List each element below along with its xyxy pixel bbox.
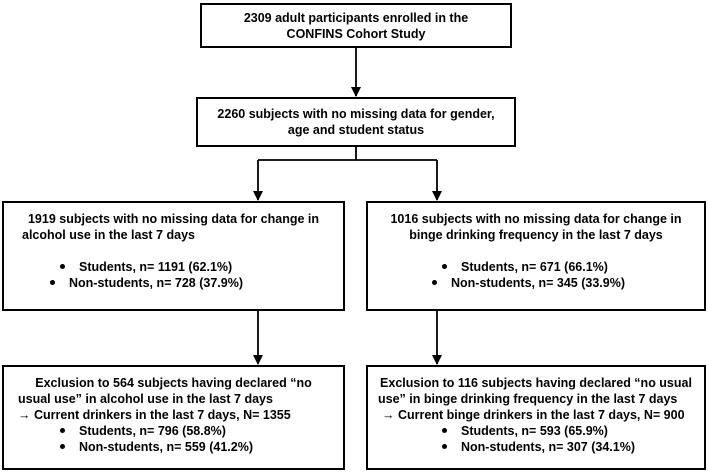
bullet-dot bbox=[50, 280, 55, 285]
binge-nonstudents-text: Non-students, n= 345 (33.9%) bbox=[451, 276, 625, 290]
binge-bullet-students bbox=[368, 259, 704, 275]
binge-students-text: Students, n= 671 (66.1%) bbox=[461, 260, 608, 274]
alcohol-box bbox=[2, 201, 345, 311]
alcohol-excl-bullet-nonstudents bbox=[4, 439, 343, 455]
binge-excl-bullet-nonstudents bbox=[368, 439, 704, 455]
binge-box bbox=[366, 201, 706, 311]
bullet-dot bbox=[60, 428, 65, 433]
binge-excl-line1: Exclusion to 116 subjects having declared “no usual bbox=[380, 376, 692, 390]
binge-excl-line3: → Current binge drinkers in the last 7 days, N= 900 bbox=[382, 408, 685, 422]
alcohol-excl-line1: Exclusion to 564 subjects having declared “no bbox=[35, 376, 312, 390]
alcohol-bullet-nonstudents bbox=[4, 275, 343, 291]
alcohol-nonstudents-text: Non-students, n= 728 (37.9%) bbox=[69, 276, 243, 290]
bullet-dot bbox=[442, 444, 447, 449]
alcohol-students-text: Students, n= 1191 (62.1%) bbox=[79, 260, 233, 274]
binge-line1: 1016 subjects with no missing data for change in bbox=[390, 212, 682, 226]
alcohol-excl-line2: usual use” in alcohol use in the last 7 days bbox=[18, 392, 273, 406]
alcohol-exclusion-box bbox=[2, 365, 345, 470]
binge-excl-line2: use” in binge drinking frequency in the last 7 days bbox=[378, 392, 678, 406]
bullet-dot bbox=[442, 264, 447, 269]
alcohol-excl-bullet-students bbox=[4, 423, 343, 439]
no-missing-box bbox=[196, 97, 516, 147]
enrolled-line1: 2309 adult participants enrolled in the bbox=[243, 11, 469, 25]
bullet-dot bbox=[60, 444, 65, 449]
bullet-dot bbox=[442, 428, 447, 433]
alcohol-line1: 1919 subjects with no missing data for change in bbox=[27, 212, 320, 226]
alcohol-excl-nonstudents-text: Non-students, n= 559 (41.2%) bbox=[79, 440, 253, 454]
binge-excl-bullet-students bbox=[368, 423, 704, 439]
alcohol-excl-students-text: Students, n= 796 (58.8%) bbox=[79, 424, 226, 438]
binge-line2: binge drinking frequency in the last 7 days bbox=[409, 228, 663, 242]
alcohol-line2: alcohol use in the last 7 days bbox=[22, 228, 195, 242]
enrolled-line2: CONFINS Cohort Study bbox=[286, 27, 426, 41]
binge-excl-students-text: Students, n= 593 (65.9%) bbox=[461, 424, 608, 438]
alcohol-bullet-students bbox=[4, 259, 343, 275]
binge-excl-nonstudents-text: Non-students, n= 307 (34.1%) bbox=[461, 440, 635, 454]
bullet-dot bbox=[60, 264, 65, 269]
no-missing-line2: age and student status bbox=[287, 123, 425, 137]
binge-exclusion-box bbox=[366, 365, 706, 470]
no-missing-line1: 2260 subjects with no missing data for gender, bbox=[217, 107, 495, 121]
enrolled-box bbox=[200, 3, 512, 48]
binge-bullet-nonstudents bbox=[368, 275, 704, 291]
bullet-dot bbox=[432, 280, 437, 285]
alcohol-excl-line3: → Current drinkers in the last 7 days, N= 1355 bbox=[18, 408, 291, 422]
